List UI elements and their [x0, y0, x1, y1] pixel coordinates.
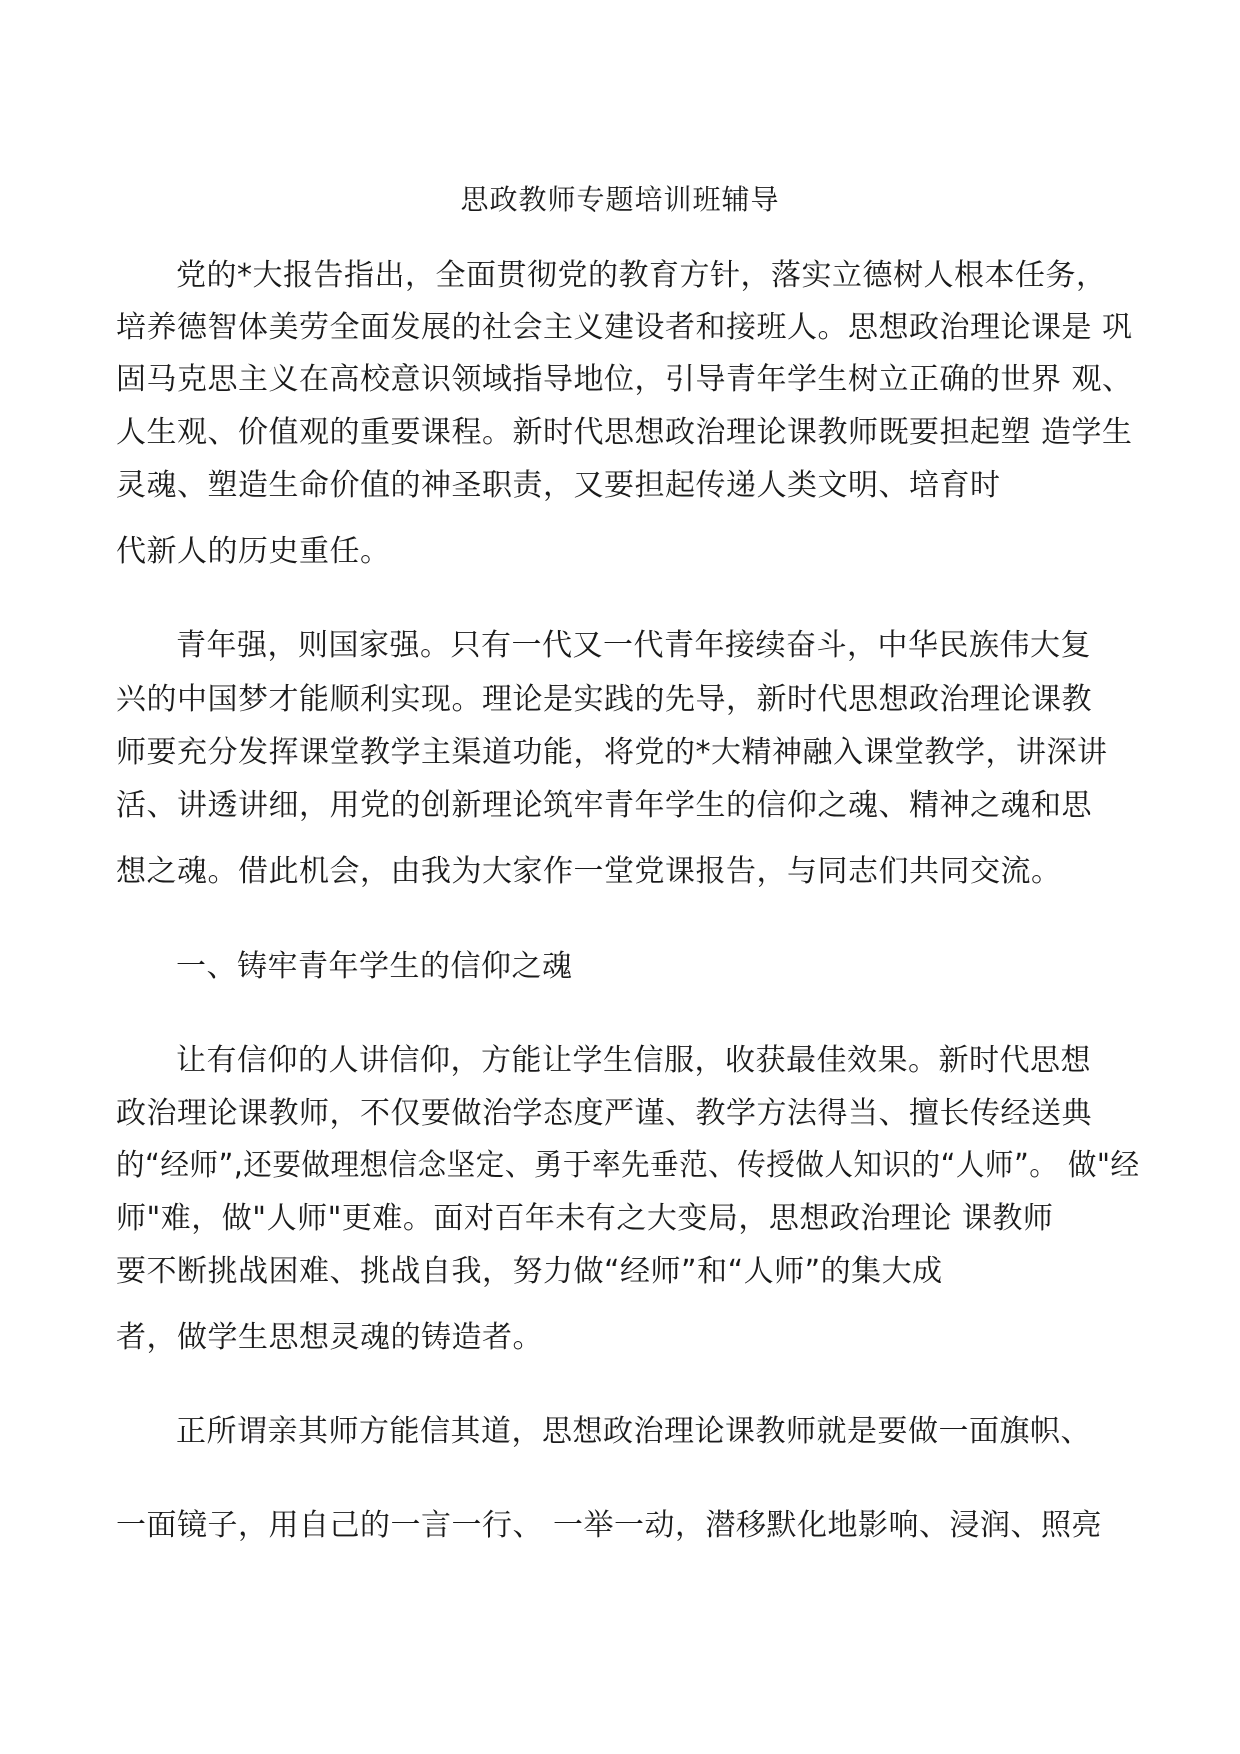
paragraph-2-line-1: 青年强，则国家强。只有一代又一代青年接续奋斗，中华民族伟大复: [176, 628, 1091, 663]
section-heading-1: 一、铸牢青年学生的信仰之魂: [176, 949, 573, 984]
paragraph-4-line-2: 一面镜子，用自己的一言一行、 一举一动，潜移默化地影响、浸润、照亮: [116, 1508, 1103, 1543]
paragraph-3-line-4: 师"难，做"人师"更难。面对百年未有之大变局，思想政治理论 课教师: [116, 1201, 1054, 1236]
paragraph-4-line-1: 正所谓亲其师方能信其道，思想政治理论课教师就是要做一面旗帜、: [176, 1414, 1091, 1449]
paragraph-1-line-3: 固马克思主义在高校意识领域指导地位，引导青年学生树立正确的世界 观、: [116, 362, 1133, 397]
paragraph-1-line-1: 党的*大报告指出，全面贯彻党的教育方针，落实立德树人根本任务，: [176, 258, 1107, 293]
paragraph-3-line-3: 的“经师”,还要做理想信念坚定、勇于率先垂范、传授做人知识的“人师”。 做"经: [116, 1148, 1140, 1183]
paragraph-2-line-3: 师要充分发挥课堂教学主渠道功能，将党的*大精神融入课堂教学，讲深讲: [116, 735, 1108, 770]
paragraph-2-line-2: 兴的中国梦才能顺利实现。理论是实践的先导，新时代思想政治理论课教: [116, 682, 1092, 717]
paragraph-1-line-4: 人生观、价值观的重要课程。新时代思想政治理论课教师既要担起塑 造学生: [116, 415, 1133, 450]
document-title: 思政教师专题培训班辅导: [460, 183, 780, 216]
paragraph-1-line-2: 培养德智体美劳全面发展的社会主义建设者和接班人。思想政治理论课是 巩: [116, 310, 1133, 345]
paragraph-1-line-6: 代新人的历史重任。: [116, 534, 391, 569]
paragraph-3-line-2: 政治理论课教师，不仅要做治学态度严谨、教学方法得当、擅长传经送典: [116, 1096, 1092, 1131]
paragraph-1-line-5: 灵魂、塑造生命价值的神圣职责，又要担起传递人类文明、培育时: [116, 468, 1001, 503]
paragraph-2-line-5: 想之魂。借此机会，由我为大家作一堂党课报告，与同志们共同交流。: [116, 854, 1062, 889]
paragraph-3-line-5: 要不断挑战困难、挑战自我，努力做“经师”和“人师”的集大成: [116, 1254, 943, 1289]
paragraph-2-line-4: 活、讲透讲细，用党的创新理论筑牢青年学生的信仰之魂、精神之魂和思: [116, 788, 1092, 823]
paragraph-3-line-1: 让有信仰的人讲信仰，方能让学生信服，收获最佳效果。新时代思想: [176, 1043, 1091, 1078]
paragraph-3-line-6: 者，做学生思想灵魂的铸造者。: [116, 1320, 543, 1355]
